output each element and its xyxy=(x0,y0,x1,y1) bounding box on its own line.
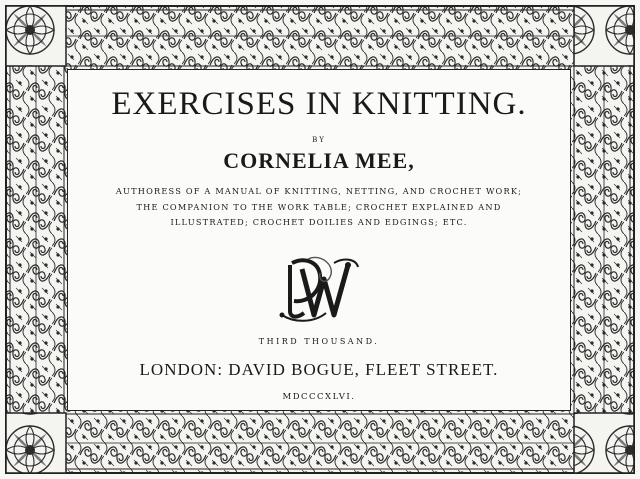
edition-line: THIRD THOUSAND. xyxy=(258,337,380,346)
book-title: EXERCISES IN KNITTING. xyxy=(111,86,527,122)
author-credits xyxy=(68,184,570,231)
publisher-line: LONDON: DAVID BOGUE, FLEET STREET. xyxy=(139,360,499,379)
by-line: BY xyxy=(312,136,326,144)
author-name: CORNELIA MEE, xyxy=(223,148,415,173)
credit-line: AUTHORESS OF A MANUAL OF KNITTING, NETTING, AND CROCHET WORK; xyxy=(115,186,523,196)
credit-line: ILLUSTRATED; CROCHET DOILIES AND EDGINGS; ETC. xyxy=(170,217,468,227)
title-panel xyxy=(68,70,570,410)
credit-line: THE COMPANION TO THE WORK TABLE; CROCHET EXPLAINED AND xyxy=(136,201,502,212)
monogram-icon xyxy=(274,255,364,327)
publication-date: MDCCCXLVI. xyxy=(282,392,356,402)
